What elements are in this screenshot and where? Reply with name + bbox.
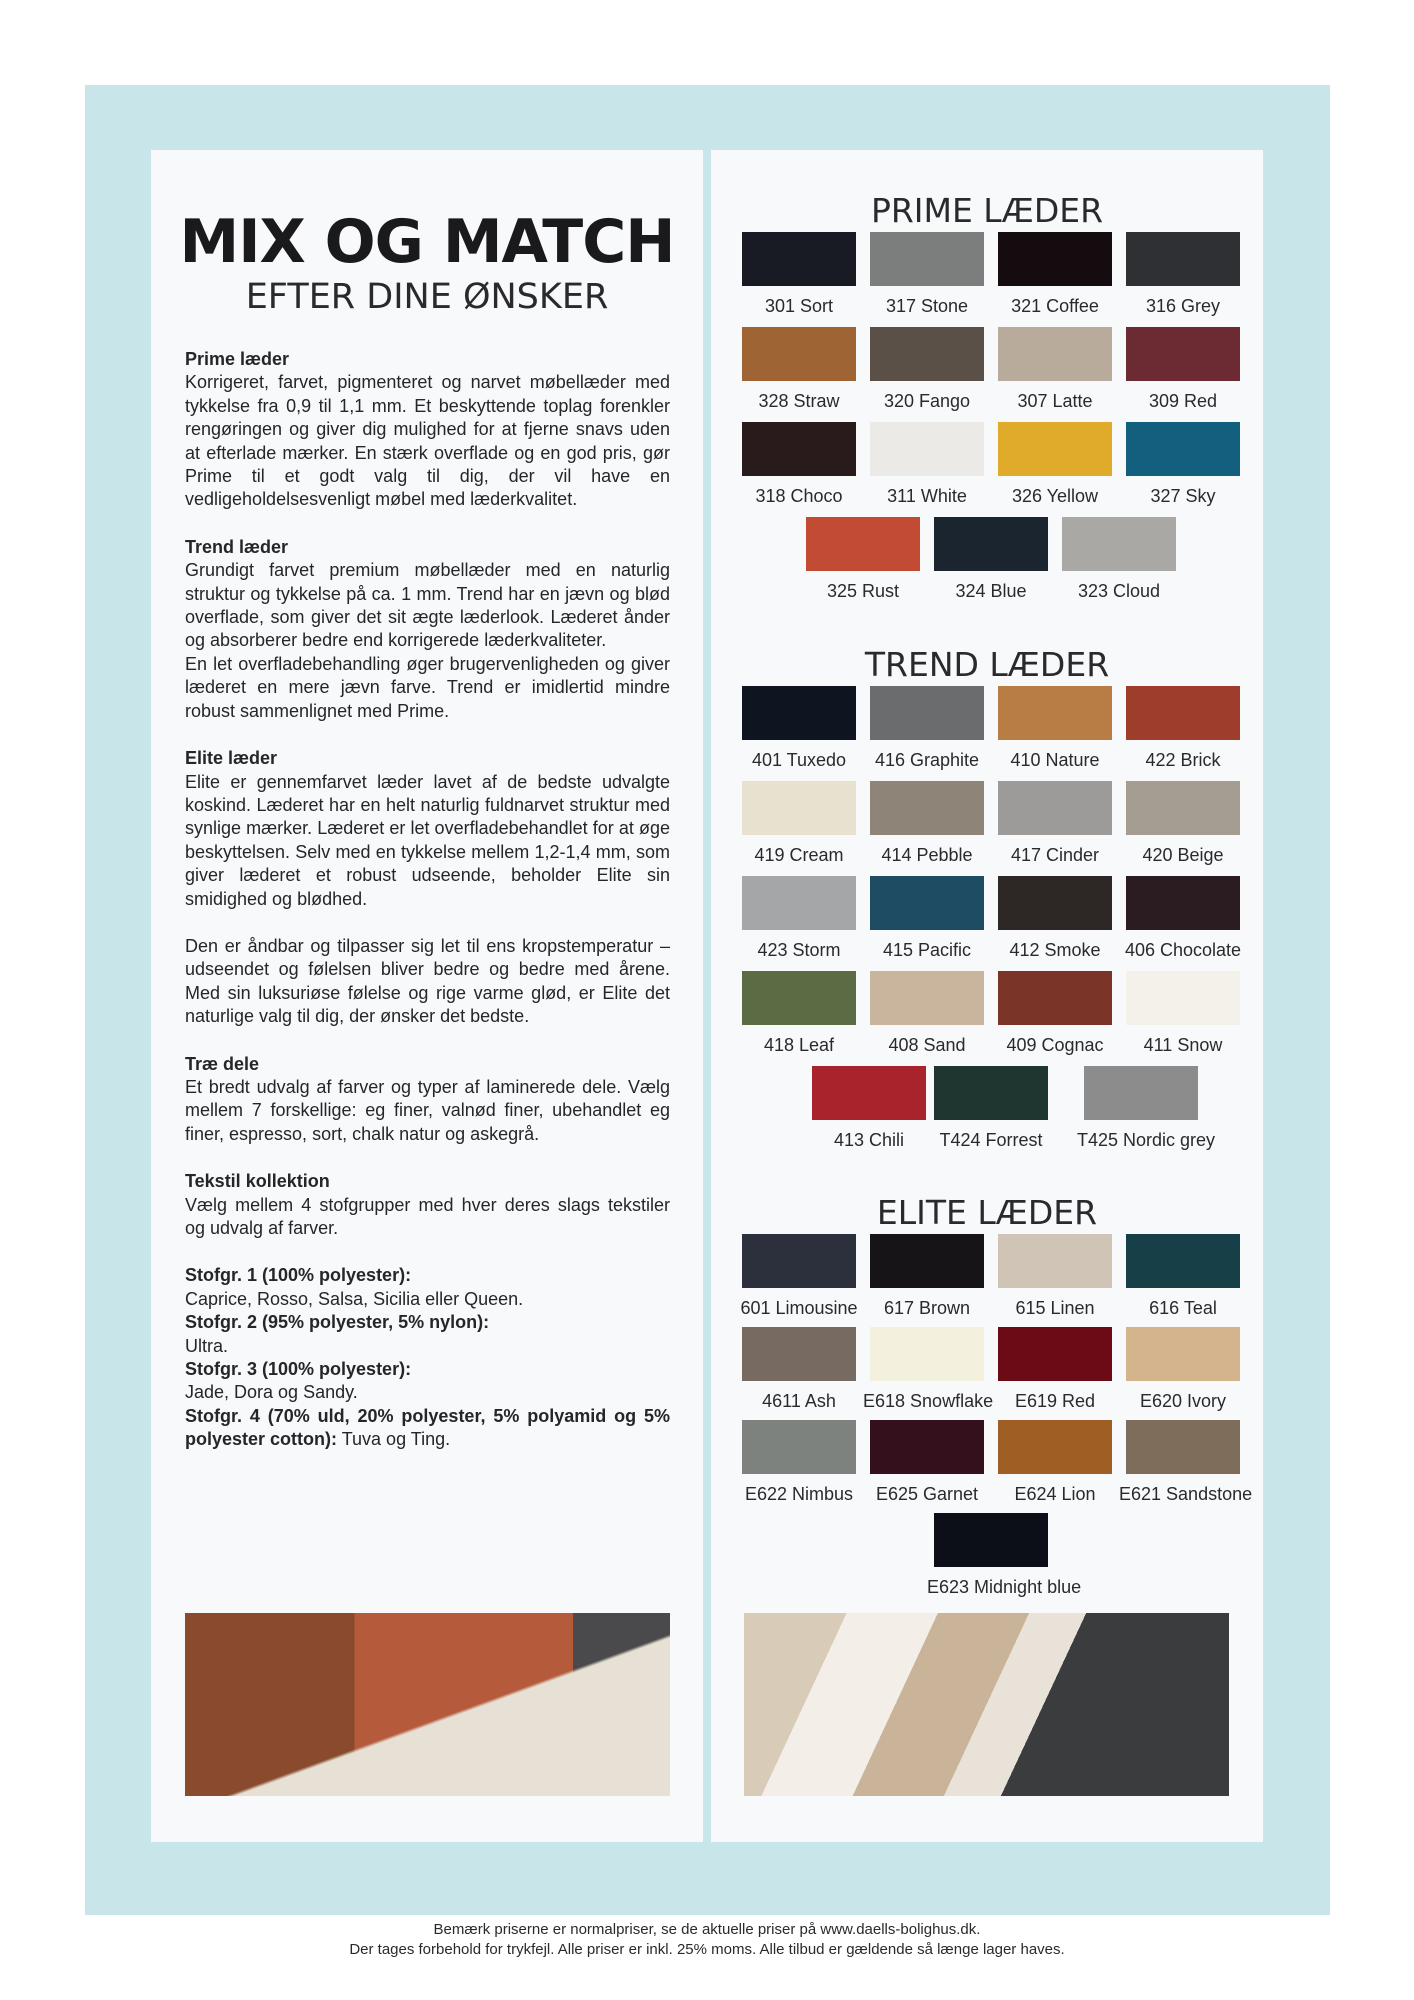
- textile-body: Vælg mellem 4 stofgrupper med hver deres slags tekstiler og udvalg af farver.: [185, 1194, 670, 1238]
- swatch-label: 4611 Ash: [762, 1391, 836, 1411]
- swatch-label: E624 Lion: [1014, 1484, 1096, 1504]
- swatch-417-cinder: [991, 781, 1119, 864]
- swatch-408-sand: [863, 971, 991, 1054]
- swatch-color: [812, 1066, 926, 1120]
- fabric-group-3-label: Stofgr. 3 (100% polyester):: [185, 1359, 412, 1380]
- trend-heading: Trend læder: [185, 536, 289, 557]
- swatch-color: [742, 876, 856, 930]
- swatch-label: 415 Pacific: [882, 940, 972, 960]
- swatch-label: 307 Latte: [1017, 391, 1093, 411]
- footer-line-2: Der tages forbehold for trykfejl. Alle priser er inkl. 25% moms. Alle tilbud er gældende så længe lager haves.: [349, 1941, 1065, 1958]
- swatch-color: [870, 1327, 984, 1381]
- swatch-328-straw: [735, 327, 863, 410]
- trend-section-title: TREND LÆDER: [864, 645, 1110, 684]
- swatch-color: [870, 1420, 984, 1474]
- swatch-418-leaf: [735, 971, 863, 1054]
- swatch-color: [742, 327, 856, 381]
- swatch-416-graphite: [863, 686, 991, 769]
- fabric-group-4-label: Stofgr. 4 (70% uld, 20% polyester, 5% polyamid og 5% polyester cotton):: [185, 1405, 670, 1450]
- swatch-label: 414 Pebble: [881, 845, 973, 865]
- footer-line-1: Bemærk priserne er normalpriser, se de aktuelle priser på www.daells-bolighus.dk.: [433, 1921, 981, 1938]
- leather-photo: [744, 1613, 1229, 1796]
- swatch-color: [1126, 876, 1240, 930]
- swatch-324-blue: [927, 517, 1055, 600]
- page-subtitle: EFTER DINE ØNSKER: [245, 277, 609, 317]
- trend-body-1: Grundigt farvet premium møbellæder med en naturlig struktur og tykkelse på ca. 1 mm. Trend har en jævn og blød overflade, som giver det sit ægte læderlook. Læderet ånder og absorberer bedre end korrigerede læderkvaliteter.: [185, 560, 670, 651]
- prime-heading: Prime læder: [185, 349, 290, 369]
- swatch-color: [1126, 232, 1240, 286]
- swatch-color: [870, 327, 984, 381]
- swatch-color: [1126, 971, 1240, 1025]
- swatch-color: [998, 1327, 1112, 1381]
- swatch-color: [998, 971, 1112, 1025]
- swatch-color: [934, 1066, 1048, 1120]
- swatch-e625-garnet: [863, 1420, 991, 1503]
- swatch-label: 321 Coffee: [1011, 296, 1099, 316]
- swatch-423-storm: [735, 876, 863, 959]
- swatch-label: 420 Beige: [1142, 845, 1224, 865]
- swatch-color: [1126, 327, 1240, 381]
- swatch-321-coffee: [991, 232, 1119, 315]
- elite-section-title: ELITE LÆDER: [876, 1193, 1098, 1232]
- swatch-color: [870, 1234, 984, 1288]
- swatch-323-cloud: [1055, 517, 1183, 600]
- swatch-412-smoke: [991, 876, 1119, 959]
- page-title: MIX OG MATCH: [179, 207, 675, 277]
- prime-body: Korrigeret, farvet, pigmenteret og narvet møbellæder med tykkelse fra 0,9 til 1,1 mm. Et beskyttende toplag forenkler rengøringen og giver dig mulighed for at fjerne snavs uden at efterlade mærker. En stærk overflade og en god pris, gør Prime til et godt valg til dig, der vil have en vedligeholdelsesvenligt møbel med læderkvalitet.: [185, 372, 670, 510]
- swatch-color: [998, 232, 1112, 286]
- swatch-e620-ivory: [1119, 1327, 1247, 1410]
- swatch-320-fango: [863, 327, 991, 410]
- swatch-color: [870, 876, 984, 930]
- swatch-e618-snowflake: [863, 1327, 994, 1411]
- swatch-label: 418 Leaf: [763, 1035, 835, 1055]
- swatch-color: [998, 327, 1112, 381]
- swatch-label: 401 Tuxedo: [751, 750, 847, 770]
- swatch-label: 416 Graphite: [874, 750, 980, 770]
- swatch-label: 616 Teal: [1149, 1298, 1217, 1318]
- swatch-color: [742, 1420, 856, 1474]
- prime-section-title: PRIME LÆDER: [870, 191, 1104, 230]
- swatch-color: [998, 422, 1112, 476]
- swatch-318-choco: [735, 422, 863, 505]
- swatch-color: [806, 517, 920, 571]
- swatch-e621-sandstone: [1119, 1420, 1253, 1504]
- description-text: [185, 348, 670, 1452]
- swatch-label: 326 Yellow: [1011, 486, 1099, 506]
- swatch-401-tuxedo: [735, 686, 863, 769]
- swatch-label: 419 Cream: [754, 845, 844, 865]
- swatch-color: [934, 517, 1048, 571]
- swatch-label: 327 Sky: [1150, 486, 1216, 506]
- swatch-415-pacific: [863, 876, 991, 959]
- fabric-group-1-label: Stofgr. 1 (100% polyester):: [185, 1265, 412, 1286]
- swatch-419-cream: [735, 781, 863, 864]
- trend-body-2: En let overfladebehandling øger brugervenligheden og giver læderet en mere jævn farve. Trend er imidlertid mindre robust sammenlignet med Prime.: [185, 653, 670, 721]
- swatch-t424-forrest: [927, 1066, 1055, 1149]
- swatch-label: 601 Limousine: [740, 1298, 858, 1318]
- swatch-label: T424 Forrest: [939, 1130, 1043, 1150]
- swatch-color: [998, 686, 1112, 740]
- swatch-label: 423 Storm: [757, 940, 841, 960]
- fabric-group-3-text: Jade, Dora og Sandy.: [185, 1382, 358, 1403]
- swatch-309-red: [1119, 327, 1247, 410]
- swatch-label: 318 Choco: [755, 486, 843, 506]
- swatch-e624-lion: [991, 1420, 1119, 1503]
- swatch-label: 328 Straw: [758, 391, 840, 411]
- swatch-color: [742, 1327, 856, 1381]
- swatch-411-snow: [1119, 971, 1247, 1054]
- swatch-label: 412 Smoke: [1009, 940, 1101, 960]
- swatch-label: E622 Nimbus: [744, 1484, 854, 1504]
- fabric-group-2-text: Ultra.: [185, 1335, 229, 1356]
- swatch-color: [998, 876, 1112, 930]
- swatch-label: 411 Snow: [1143, 1035, 1223, 1055]
- swatch-317-stone: [863, 232, 991, 315]
- swatch-label: 320 Fango: [883, 391, 971, 411]
- swatch-color: [998, 781, 1112, 835]
- swatch-color: [1126, 422, 1240, 476]
- swatch-color: [742, 971, 856, 1025]
- swatch-label: 422 Brick: [1145, 750, 1221, 770]
- swatch-label: 316 Grey: [1145, 296, 1221, 316]
- swatch-label: 323 Cloud: [1077, 581, 1161, 601]
- swatch-color: [1126, 1234, 1240, 1288]
- swatch-e622-nimbus: [735, 1420, 863, 1503]
- swatch-label: 325 Rust: [826, 581, 900, 601]
- swatch-color: [1126, 1420, 1240, 1474]
- swatch-color: [742, 1234, 856, 1288]
- swatch-327-sky: [1119, 422, 1247, 505]
- swatch-label: E625 Garnet: [875, 1484, 979, 1504]
- swatch-color: [870, 781, 984, 835]
- swatch-316-grey: [1119, 232, 1247, 315]
- swatch-label: 406 Chocolate: [1124, 940, 1242, 960]
- elite-heading: Elite læder: [185, 748, 278, 769]
- swatch-label: 410 Nature: [1010, 750, 1100, 770]
- swatch-color: [1062, 517, 1176, 571]
- swatch-panel: [711, 150, 1263, 1842]
- swatch-color: [742, 422, 856, 476]
- swatch-e623-midnight-blue: [927, 1513, 1082, 1597]
- swatch-307-latte: [991, 327, 1119, 410]
- swatch-label: 309 Red: [1148, 391, 1218, 411]
- swatch-label: E619 Red: [1014, 1391, 1096, 1411]
- swatch-617-brown: [863, 1234, 991, 1317]
- swatch-label: E620 Ivory: [1139, 1391, 1227, 1411]
- swatch-414-pebble: [863, 781, 991, 864]
- swatch-color: [1126, 686, 1240, 740]
- wood-heading: Træ dele: [185, 1053, 260, 1074]
- swatch-4611-ash: [735, 1327, 863, 1410]
- swatch-label: 311 White: [887, 486, 967, 506]
- swatch-label: E623 Midnight blue: [927, 1577, 1082, 1597]
- swatch-326-yellow: [991, 422, 1119, 505]
- fabric-group-4-text: Tuva og Ting.: [341, 1429, 451, 1450]
- swatch-label: E621 Sandstone: [1119, 1484, 1253, 1504]
- swatch-color: [998, 1420, 1112, 1474]
- swatch-color: [1084, 1066, 1198, 1120]
- swatch-616-teal: [1119, 1234, 1247, 1317]
- swatch-color: [870, 971, 984, 1025]
- swatch-color: [934, 1513, 1048, 1567]
- swatch-label: 413 Chili: [833, 1130, 905, 1150]
- swatch-413-chili: [805, 1066, 933, 1149]
- swatch-410-nature: [991, 686, 1119, 769]
- swatch-label: 317 Stone: [885, 296, 969, 316]
- swatch-301-sort: [735, 232, 863, 315]
- swatch-label: T425 Nordic grey: [1077, 1130, 1216, 1150]
- swatch-label: 301 Sort: [764, 296, 834, 316]
- swatch-409-cognac: [991, 971, 1119, 1054]
- swatch-615-linen: [991, 1234, 1119, 1317]
- swatch-color: [742, 686, 856, 740]
- swatch-color: [870, 422, 984, 476]
- elite-body-2: Den er åndbar og tilpasser sig let til ens kropstemperatur – udseendet og følelsen bliver bedre og bedre med årene. Med sin luksuriøse følelse og rige varme glød, er Elite det naturlige valg til dig, der ønsker det bedste.: [185, 935, 670, 1027]
- swatch-406-chocolate: [1119, 876, 1247, 959]
- swatch-e619-red: [991, 1327, 1119, 1410]
- swatch-label: 615 Linen: [1015, 1298, 1095, 1318]
- swatch-420-beige: [1119, 781, 1247, 864]
- wood-body: Et bredt udvalg af farver og typer af laminerede dele. Vælg mellem 7 forskellige: eg finer, valnød finer, ubehandlet eg finer, espresso, sort, chalk natur og askegrå.: [185, 1076, 670, 1144]
- swatch-color: [1126, 781, 1240, 835]
- swatch-label: 617 Brown: [883, 1298, 971, 1318]
- swatch-label: E618 Snowflake: [863, 1391, 994, 1411]
- swatch-color: [1126, 1327, 1240, 1381]
- elite-body-1: Elite er gennemfarvet læder lavet af de bedste udvalgte koskind. Læderet har en helt naturlig fuldnarvet struktur med synlige mærker. Læderet er let overfladebehandlet for at øge beskyttelsen. Selv med en tykkelse mellem 1,2-1,4 mm, som giver læderet et robust udseende, beholder Elite sin smidighed og blødhed.: [185, 771, 670, 909]
- text-panel: [151, 150, 703, 1842]
- swatch-color: [742, 232, 856, 286]
- swatch-label: 417 Cinder: [1010, 845, 1100, 865]
- fabric-photo: [185, 1613, 670, 1796]
- swatch-color: [742, 781, 856, 835]
- swatch-325-rust: [799, 517, 927, 600]
- textile-heading: Tekstil kollektion: [185, 1171, 330, 1192]
- swatch-label: 408 Sand: [888, 1035, 966, 1055]
- swatch-t425-nordic-grey: [1077, 1066, 1216, 1150]
- fabric-group-1-text: Caprice, Rosso, Salsa, Sicilia eller Queen.: [185, 1288, 524, 1309]
- swatch-601-limousine: [735, 1234, 863, 1317]
- swatch-label: 409 Cognac: [1006, 1035, 1104, 1055]
- page-frame: [85, 85, 1330, 1915]
- swatch-311-white: [863, 422, 991, 505]
- swatch-color: [870, 686, 984, 740]
- swatch-422-brick: [1119, 686, 1247, 769]
- swatch-label: 324 Blue: [955, 581, 1027, 601]
- swatch-color: [870, 232, 984, 286]
- fabric-group-2-label: Stofgr. 2 (95% polyester, 5% nylon):: [185, 1312, 490, 1333]
- swatch-color: [998, 1234, 1112, 1288]
